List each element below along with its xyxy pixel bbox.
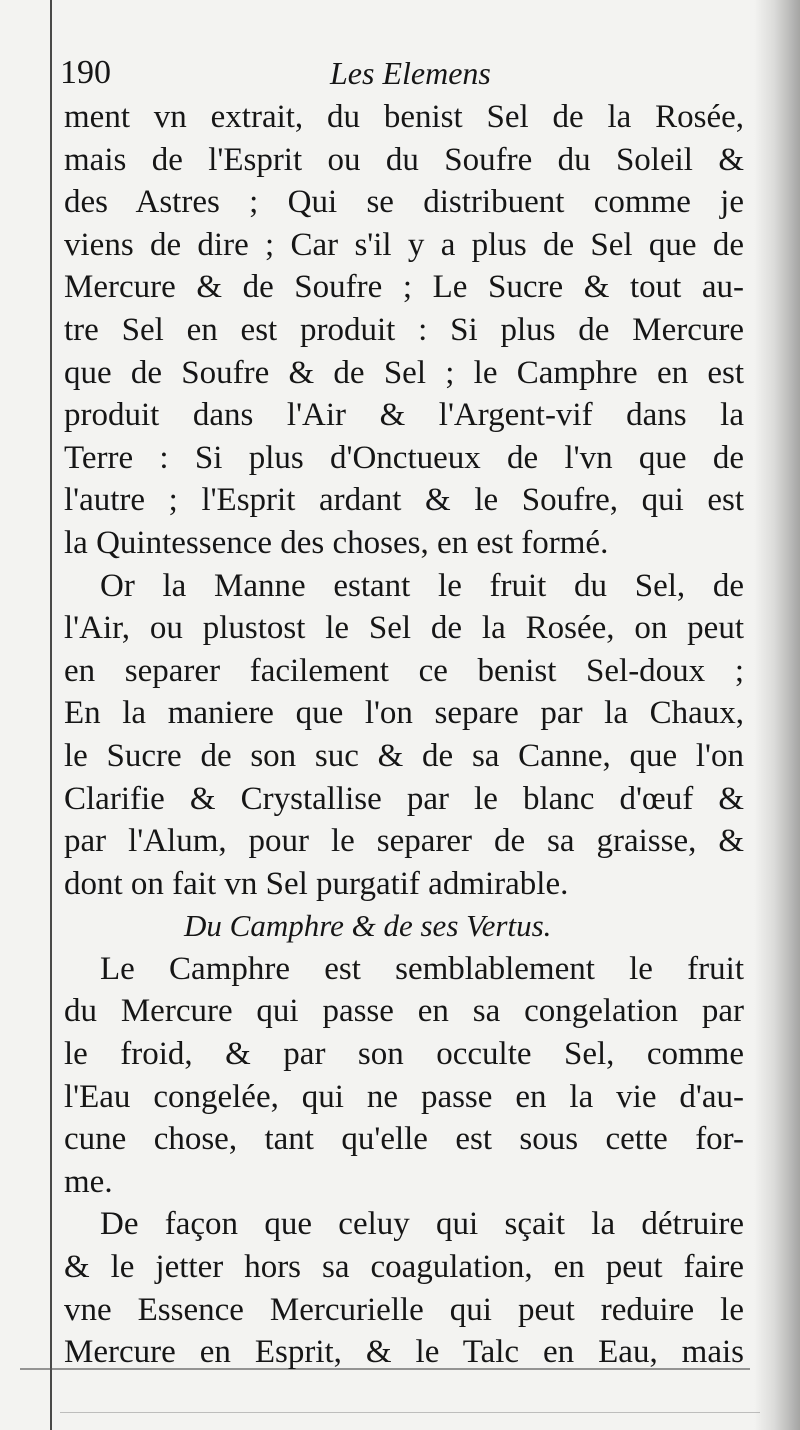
text-line: tre Sel en est produit : Si plus de Mercure <box>64 311 744 348</box>
text-line: le froid, & par son occulte Sel, comme <box>64 1036 744 1073</box>
text-line: viens de dire ; Car s'il y a plus de Sel que de <box>64 226 744 263</box>
text-line: des Astres ; Qui se distribuent comme je <box>64 184 744 221</box>
text-line: cune chose, tant qu'elle est sous cette for- <box>64 1121 744 1158</box>
margin-rule <box>50 0 52 1430</box>
paragraph-start: De façon que celuy qui sçait la détruire <box>100 1206 744 1243</box>
body-text <box>64 96 744 1374</box>
text-line: & le jetter hors sa coagulation, en peut faire <box>64 1249 744 1286</box>
text-line: du Mercure qui passe en sa congelation par <box>64 993 744 1030</box>
text-line: par l'Alum, pour le separer de sa graisse, & <box>64 823 744 860</box>
page-header <box>60 50 750 96</box>
text-line: mais de l'Esprit ou du Soufre du Soleil & <box>64 141 744 178</box>
binding-shadow <box>754 0 800 1430</box>
page-number: 190 <box>60 54 111 91</box>
text-line: l'Eau congelée, qui ne passe en la vie d'au- <box>64 1078 744 1115</box>
text-line: l'autre ; l'Esprit ardant & le Soufre, qui est <box>64 482 744 519</box>
text-line: produit dans l'Air & l'Argent-vif dans la <box>64 397 744 434</box>
text-line: dont on fait vn Sel purgatif admirable. <box>64 865 569 902</box>
paragraph-start: Or la Manne estant le fruit du Sel, de <box>100 567 744 604</box>
text-line: l'Air, ou plustost le Sel de la Rosée, on peut <box>64 610 744 647</box>
paragraph-start: Le Camphre est semblablement le fruit <box>100 950 744 987</box>
text-line: le Sucre de son suc & de sa Canne, que l'on <box>64 737 744 774</box>
text-line: En la maniere que l'on separe par la Chaux, <box>64 695 744 732</box>
text-line: en separer facilement ce benist Sel-doux ; <box>64 652 744 689</box>
text-line: la Quintessence des choses, en est formé. <box>64 524 609 561</box>
text-line: ment vn extrait, du benist Sel de la Rosée, <box>64 99 744 135</box>
text-line: me. <box>64 1163 113 1200</box>
text-line: Mercure & de Soufre ; Le Sucre & tout au- <box>64 269 744 306</box>
text-line: vne Essence Mercurielle qui peut reduire le <box>64 1291 744 1328</box>
text-line: Mercure en Esprit, & le Talc en Eau, mais <box>64 1334 744 1371</box>
text-line: Clarifie & Crystallise par le blanc d'œuf & <box>64 780 744 817</box>
section-heading: Du Camphre & de ses Vertus. <box>184 908 552 944</box>
text-line: Terre : Si plus d'Onctueux de l'vn que de <box>64 439 744 476</box>
text-line: que de Soufre & de Sel ; le Camphre en est <box>64 354 744 391</box>
bottom-rule-faint <box>60 1412 760 1413</box>
running-title: Les Elemens <box>330 55 491 91</box>
